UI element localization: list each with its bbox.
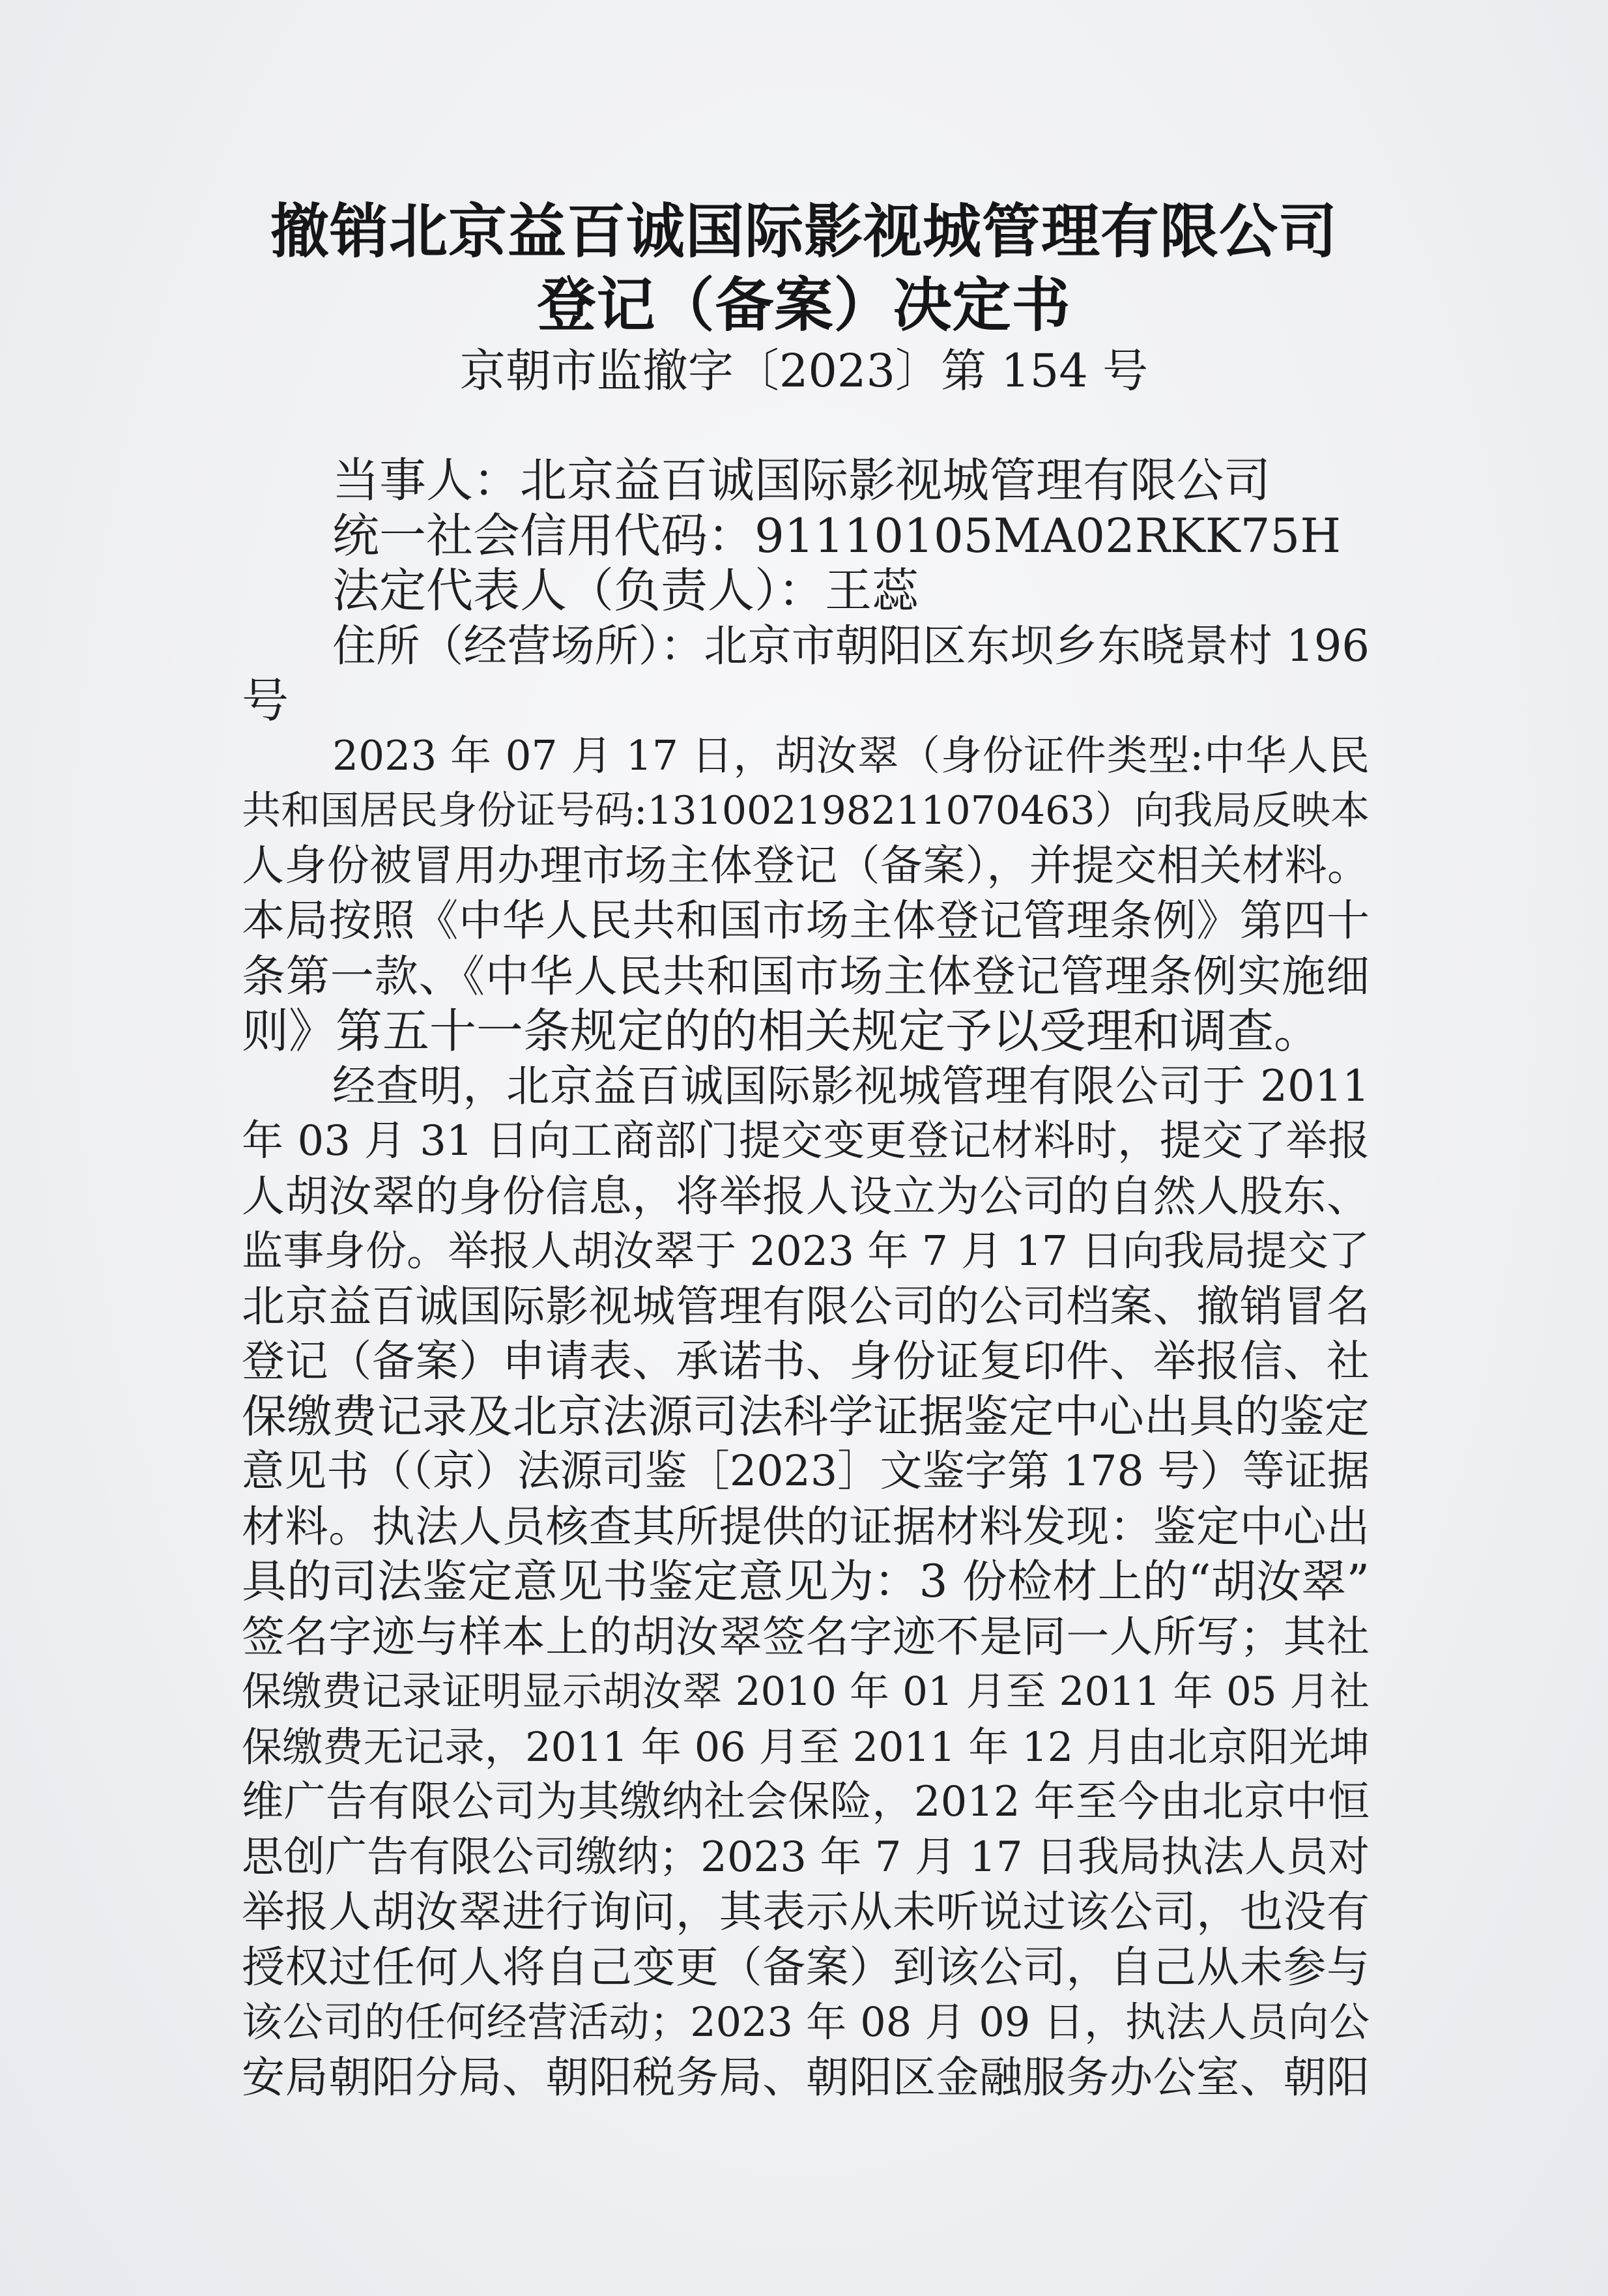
investigation-line: 该公司的任何经营活动；2023 年 08 月 09 日，执法人员向公 [242,1998,1370,2046]
investigation-line: 举报人胡汝翠进行询问，其表示从未听说过该公司，也没有 [242,1887,1370,1937]
investigation-line: 签名字迹与样本上的胡汝翠签名字迹不是同一人所写；其社 [242,1611,1370,1662]
party-info-section [242,453,1370,729]
credit-code: 统一社会信用代码：91110105MA02RKK75H [332,508,1342,563]
address: 住所（经营场所）：北京市朝阳区东坝乡东晓景村 196 [332,620,1370,671]
legal-representative: 法定代表人（负责人）：王蕊 [332,563,919,618]
complaint-line: 则》第五十一条规定的的相关规定予以受理和调查。 [242,1004,1321,1058]
complaint-line: 本局按照《中华人民共和国市场主体登记管理条例》第四十 [242,895,1370,946]
investigation-line: 保缴费记录证明显示胡汝翠 2010 年 01 月至 2011 年 05 月社 [242,1668,1370,1715]
investigation-line: 人胡汝翠的身份信息，将举报人设立为公司的自然人股东、 [242,1170,1370,1221]
investigation-line: 监事身份。举报人胡汝翠于 2023 年 7 月 17 日向我局提交了 [242,1227,1370,1275]
investigation-line: 北京益百诚国际影视城管理有限公司的公司档案、撤销冒名 [242,1281,1370,1331]
investigation-line: 保缴费记录及北京法源司法科学证据鉴定中心出具的鉴定 [242,1390,1370,1443]
complaint-line: 2023 年 07 月 17 日，胡汝翠（身份证件类型:中华人民 [332,731,1370,779]
complaint-line: 共和国居民身份证号码:131002198211070463）向我局反映本 [242,788,1370,834]
investigation-line: 授权过任何人将自己变更（备案）到该公司，自己从未参与 [242,1941,1370,1992]
investigation-paragraph [242,1059,1370,2106]
investigation-line: 意见书（（京）法源司鉴［2023］文鉴字第 178 号）等证据 [242,1447,1370,1496]
party-name: 当事人：北京益百诚国际影视城管理有限公司 [332,453,1271,508]
investigation-line: 材料。执法人员核查其所提供的证据材料发现：鉴定中心出 [242,1501,1370,1552]
investigation-line: 保缴费无记录，2011 年 06 月至 2011 年 12 月由北京阳光坤 [242,1722,1370,1771]
investigation-line: 安局朝阳分局、朝阳税务局、朝阳区金融服务办公室、朝阳 [242,2052,1370,2102]
investigation-line: 年 03 月 31 日向工商部门提交变更登记材料时，提交了举报 [242,1117,1370,1165]
complaint-paragraph [242,729,1370,1059]
investigation-line: 登记（备案）申请表、承诺书、身份证复印件、举报信、社 [242,1336,1370,1386]
document-title-line-1: 撤销北京益百诚国际影视城管理有限公司 [270,197,1338,266]
document-number: 京朝市监撤字〔2023〕第 154 号 [459,344,1149,398]
complaint-line: 人身份被冒用办理市场主体登记（备案），并提交相关材料。 [242,841,1370,890]
investigation-line: 维广告有限公司为其缴纳社会保险，2012 年至今由北京中恒 [242,1778,1370,1826]
document-title-line-2: 登记（备案）决定书 [537,270,1071,340]
investigation-line: 具的司法鉴定意见书鉴定意见为：3 份检材上的“胡汝翠” [242,1556,1370,1608]
complaint-line: 条第一款、《中华人民共和国市场主体登记管理条例实施细 [242,950,1370,1002]
address-continued: 号 [242,673,289,728]
investigation-line: 思创广告有限公司缴纳；2023 年 7 月 17 日我局执法人员对 [242,1833,1370,1882]
investigation-line: 经查明，北京益百诚国际影视城管理有限公司于 2011 [332,1060,1370,1111]
document-body [242,453,1370,2105]
